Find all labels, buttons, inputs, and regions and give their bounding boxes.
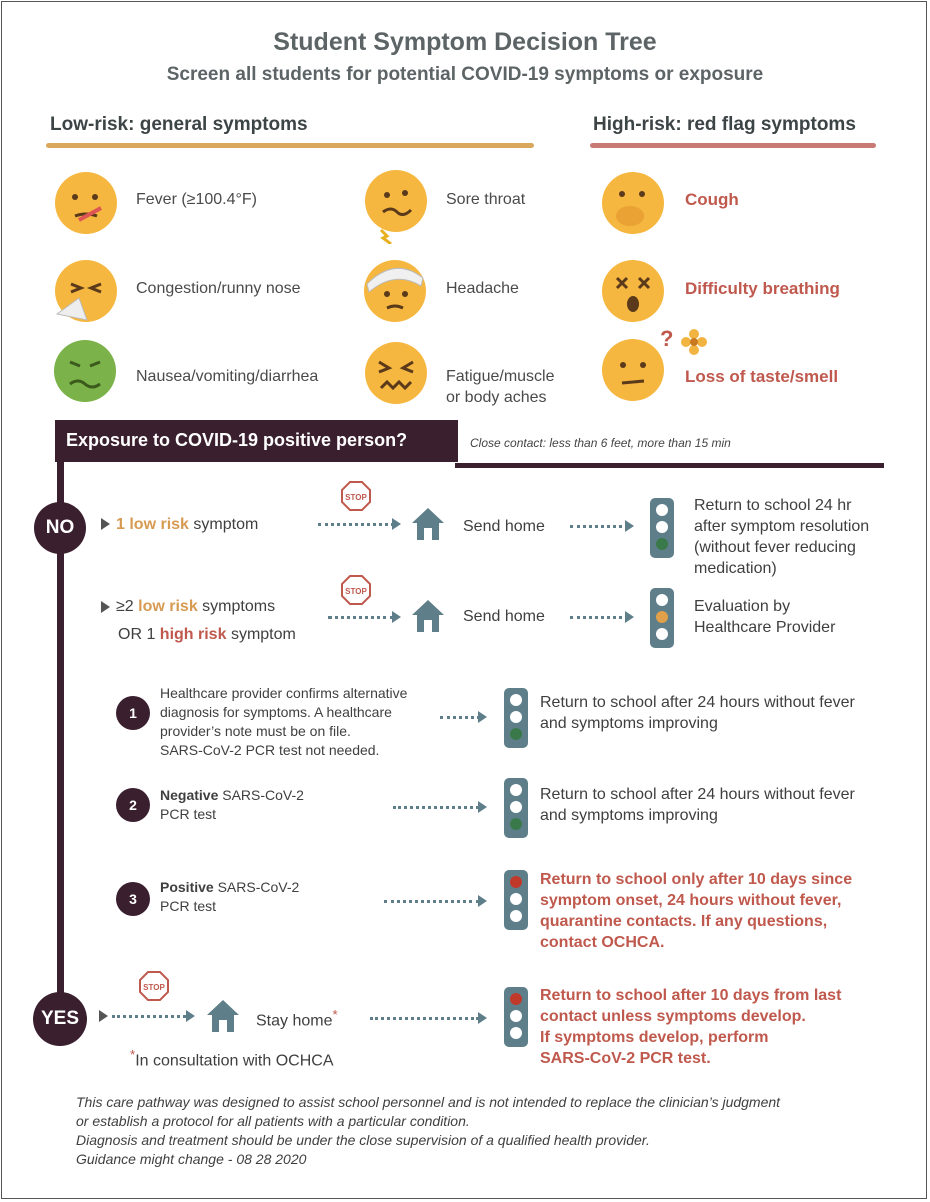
house-icon	[410, 506, 446, 542]
question-mark-icon: ?	[660, 326, 674, 351]
house-icon	[205, 998, 241, 1034]
svg-text:STOP: STOP	[345, 493, 367, 502]
arrow-head-icon	[625, 520, 634, 532]
arrow-head-icon	[392, 611, 401, 623]
fatigue-face-icon	[363, 340, 429, 406]
arrow-dots	[393, 806, 479, 809]
option-1-circle: 1	[116, 696, 150, 730]
nausea-face-icon	[52, 338, 118, 404]
traffic-light-red-icon	[502, 985, 530, 1049]
option-2-text: Negative SARS-CoV-2 PCR test	[160, 787, 304, 822]
page-title: Student Symptom Decision Tree	[273, 28, 657, 56]
cough-face-icon	[600, 170, 666, 236]
no-row1-condition: 1 low risk symptom	[116, 516, 259, 533]
arrow-dots	[370, 1017, 479, 1020]
option-2-outcome: Return to school after 24 hours without fever and symptoms improving	[540, 786, 855, 824]
low-risk-heading: Low-risk: general symptoms	[50, 114, 308, 135]
arrow-head-icon	[478, 711, 487, 723]
traffic-light-green-icon	[648, 496, 676, 560]
traffic-light-green-icon	[502, 776, 530, 840]
symptom-loss-of-taste: Loss of taste/smell	[685, 367, 839, 386]
yes-circle: YES	[33, 992, 87, 1046]
option-3-outcome: Return to school only after 10 days since symptom onset, 24 hours without fever, quarantine contacts. If any questions, contact OCHCA.	[540, 871, 853, 951]
bullet-arrow-icon	[101, 601, 110, 613]
no-row1-action: Send home	[463, 518, 545, 535]
option-3-text: Positive SARS-CoV-2 PCR test	[160, 879, 300, 914]
symptom-headache: Headache	[446, 280, 519, 297]
low-risk-rule	[46, 143, 534, 148]
flower-icon	[680, 328, 708, 356]
no-row1-outcome: Return to school 24 hr after symptom resolution (without fever reducing medication)	[694, 497, 870, 577]
banner-line	[455, 463, 884, 468]
high-risk-heading: High-risk: red flag symptoms	[593, 114, 856, 135]
symptom-fatigue: Fatigue/muscle	[446, 368, 555, 385]
stop-sign-icon	[138, 970, 170, 1002]
symptom-nausea: Nausea/vomiting/diarrhea	[136, 368, 319, 385]
symptom-body-aches: or body aches	[446, 389, 547, 406]
arrow-dots	[318, 523, 394, 526]
difficulty-breathing-face-icon	[600, 258, 666, 324]
option-1-text: Healthcare provider confirms alternative diagnosis for symptoms. A healthcare provider’s note must be on file. SARS-CoV-2 PCR test not needed.	[160, 685, 408, 758]
arrow-dots	[112, 1015, 186, 1018]
loss-of-taste-face-icon	[600, 335, 666, 401]
no-circle: NO	[34, 502, 86, 554]
congestion-face-icon	[53, 258, 119, 324]
stop-sign-icon	[340, 574, 372, 606]
fever-face-icon	[53, 170, 119, 236]
no-row2-condition-or: OR 1 high risk symptom	[118, 626, 296, 643]
no-row2-condition: ≥2 low risk symptoms	[116, 598, 276, 615]
option-2-circle: 2	[116, 788, 150, 822]
arrow-dots	[384, 900, 479, 903]
symptom-sore-throat: Sore throat	[446, 191, 526, 208]
sore-throat-face-icon	[363, 168, 429, 244]
traffic-light-yellow-icon	[648, 586, 676, 650]
symptom-cough: Cough	[685, 190, 739, 209]
option-1-outcome: Return to school after 24 hours without fever and symptoms improving	[540, 694, 855, 732]
yes-consultation-note: *In consultation with OCHCA	[130, 1047, 334, 1070]
bullet-arrow-icon	[99, 1010, 108, 1022]
arrow-head-icon	[478, 895, 487, 907]
symptom-congestion: Congestion/runny nose	[136, 280, 301, 297]
arrow-dots	[570, 525, 628, 528]
arrow-dots	[570, 616, 628, 619]
arrow-dots	[440, 716, 480, 719]
footer-disclaimer: This care pathway was designed to assist school personnel and is not intended to replace the clinician’s judgment or establish a protocol for all patients with a particular condition. Diagnosis and treatment should be under the close supervision of a qualified health provider. Guidance might change - 08 28 2020	[76, 1094, 781, 1167]
traffic-light-green-icon	[502, 686, 530, 750]
exposure-question: Exposure to COVID-19 positive person?	[55, 420, 458, 462]
bullet-arrow-icon	[101, 518, 110, 530]
option-3-circle: 3	[116, 882, 150, 916]
arrow-head-icon	[392, 518, 401, 530]
svg-text:STOP: STOP	[143, 983, 165, 992]
symptom-difficulty-breathing: Difficulty breathing	[685, 279, 840, 298]
arrow-head-icon	[478, 1012, 487, 1024]
svg-text:STOP: STOP	[345, 587, 367, 596]
traffic-light-red-icon	[502, 868, 530, 932]
house-icon	[410, 598, 446, 634]
no-row2-outcome: Evaluation by Healthcare Provider	[694, 598, 836, 636]
arrow-head-icon	[478, 801, 487, 813]
yes-outcome: Return to school after 10 days from last contact unless symptoms develop. If symptoms develop, perform SARS-CoV-2 PCR test.	[540, 987, 842, 1067]
symptom-fever: Fever (≥100.4°F)	[136, 191, 257, 208]
no-row2-action: Send home	[463, 608, 545, 625]
high-risk-rule	[590, 143, 876, 148]
arrow-head-icon	[186, 1010, 195, 1022]
page-subtitle: Screen all students for potential COVID-19 symptoms or exposure	[166, 64, 764, 85]
stop-sign-icon	[340, 480, 372, 512]
yes-action: Stay home*	[256, 1007, 338, 1030]
arrow-head-icon	[625, 611, 634, 623]
arrow-dots	[328, 616, 394, 619]
close-contact-note: Close contact: less than 6 feet, more than 15 min	[470, 436, 731, 450]
headache-face-icon	[361, 256, 429, 324]
